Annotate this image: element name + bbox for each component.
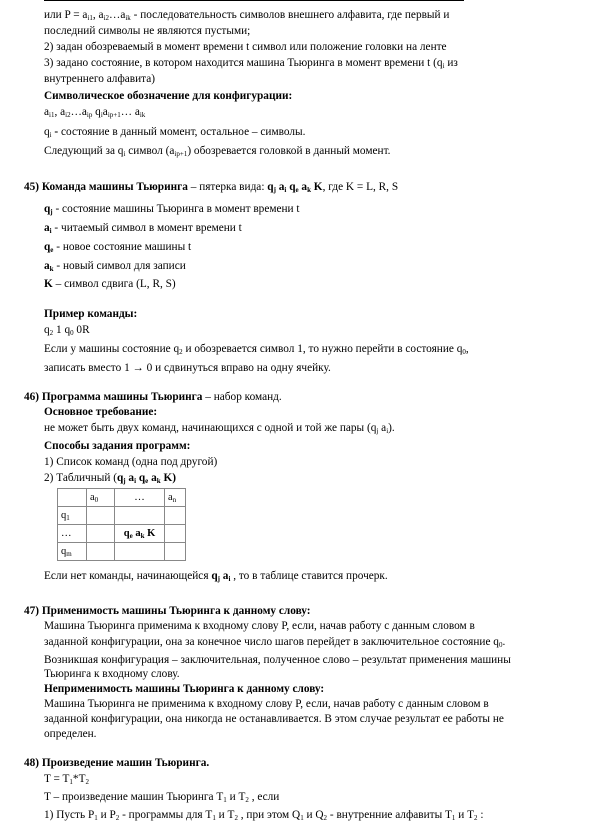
- config-state-line: $q_i$ - состояние в данный момент, остальное – символы.: [44, 126, 306, 139]
- s47-heading: 47) Применимость машины Тьюринга к данному слову:: [24, 605, 311, 617]
- s48-formula: $T = T_1*T_2$: [44, 773, 89, 786]
- s45-item-k: K – символ сдвига (L, R, S): [44, 278, 176, 290]
- table-row: [58, 489, 186, 507]
- table-cell: [87, 543, 115, 561]
- s45-example-command: $q_2$ 1 $q_0$ 0R: [44, 324, 90, 337]
- table-header-ellipsis: …: [115, 489, 165, 507]
- s48-condition-1: 1) Пусть $P_1$ и $P_2$ - программы для $T_1$ и $T_2$ , при этом $Q_1$ и $Q_2$ - внутренние алфавиты $T_1$ и $T_2$ :: [44, 809, 484, 822]
- s45-example-expl-2: записать вместо 1 → 0 и сдвинуться вправо на одну ячейку.: [44, 362, 331, 374]
- s47-para-3: Возникшая конфигурация – заключительная, полученное слово – результат применения машины: [44, 654, 511, 666]
- s47-neg-2: заданной конфигурации, она никогда не останавливается. В этом случае результат ее работы не: [44, 713, 504, 725]
- config-next-line: Следующий за $q_i$ символ $(a_{ip+1})$ обозревается головкой в данный момент.: [44, 145, 391, 158]
- s45-heading: 45) Команда машины Тьюринга – пятерка вида: $q_j$ $a_i$ $q_e$ $a_k$ K, где K = L, R, S: [24, 181, 399, 194]
- s47-para-4: Тьюринга к входному слову.: [44, 668, 180, 680]
- s47-para-1: Машина Тьюринга применима к входному слову P, если, начав работу с данным словом в: [44, 620, 475, 632]
- s45-item-ak: $a_k$ - новый символ для записи: [44, 260, 186, 273]
- intro-line-1: или $P = a_{i1}$, $a_{i2}\dots a_{ik}$ - последовательность символов внешнего алфавита, где первый и: [44, 9, 450, 22]
- s45-item-qj: $q_j$ - состояние машины Тьюринга в момент времени t: [44, 203, 300, 216]
- table-row-header-qm: $q_m$: [58, 543, 87, 561]
- s48-heading: 48) Произведение машин Тьюринга.: [24, 757, 210, 769]
- table-row: [58, 525, 186, 543]
- s47-neg-3: определен.: [44, 728, 97, 740]
- table-header-a0: $a_0$: [87, 489, 115, 507]
- s46-ways-heading: Способы задания программ:: [44, 440, 191, 452]
- s46-req-text: не может быть двух команд, начинающихся с одной и той же пары ($q_j$ $a_i$).: [44, 422, 395, 435]
- s45-example-expl-1: Если у машины состояние $q_2$ и обозревается символ 1, то нужно перейти в состояние $q_0$,: [44, 343, 469, 356]
- table-cell: [87, 507, 115, 525]
- table-header-an: $a_n$: [165, 489, 186, 507]
- table-row: [58, 543, 186, 561]
- s45-item-ai: $a_i$ - читаемый символ в момент времени t: [44, 222, 242, 235]
- s45-example-heading: Пример команды:: [44, 308, 138, 320]
- s46-note: Если нет команды, начинающейся $q_j$ $a_i$ , то в таблице ставится прочерк.: [44, 570, 388, 583]
- table-cell: [87, 525, 115, 543]
- intro-line-5: внутреннего алфавита): [44, 73, 156, 85]
- s46-way-2: 2) Табличный ($q_j$ $a_i$ $q_e$ $a_k$ K): [44, 472, 177, 485]
- s45-item-qe: $q_e$ - новое состояние машины t: [44, 241, 192, 254]
- table-cell: [165, 507, 186, 525]
- table-cell: [165, 525, 186, 543]
- config-heading: Символическое обозначение для конфигурации:: [44, 90, 293, 102]
- table-cell: [115, 507, 165, 525]
- table-cell-command: $q_e$ $a_k$ K: [115, 525, 165, 543]
- table-row-header-q1: $q_1$: [58, 507, 87, 525]
- s46-way-1: 1) Список команд (одна под другой): [44, 456, 218, 468]
- program-table: [57, 488, 186, 561]
- config-formula: $a_{i1}$, $a_{i2}\dots a_{ip}$ $q_ia_{ip+1}\dots$ $a_{ik}$: [44, 106, 146, 119]
- intro-line-3: 2) задан обозреваемый в момент времени t символ или положение головки на ленте: [44, 41, 447, 53]
- intro-line-2: последний символы не являются пустыми;: [44, 25, 251, 37]
- table-row: [58, 507, 186, 525]
- s47-para-2: заданной конфигурации, она за конечное число шагов перейдет в заключительное состояние $q_0$.: [44, 636, 506, 649]
- s46-heading: 46) Программа машины Тьюринга – набор команд.: [24, 391, 282, 403]
- s47-neg-1: Машина Тьюринга не применима к входному слову P, если, начав работу с данным словом в: [44, 698, 489, 710]
- s48-definition: T – произведение машин Тьюринга $T_1$ и $T_2$ , если: [44, 791, 280, 804]
- intro-line-4: 3) задано состояние, в котором находится машина Тьюринга в момент времени t ($q_i$ из: [44, 57, 458, 70]
- table-cell: [58, 489, 87, 507]
- top-rule: [44, 0, 464, 1]
- s47-neg-heading: Неприменимость машины Тьюринга к данному слову:: [44, 683, 325, 695]
- s46-req-heading: Основное требование:: [44, 406, 158, 418]
- table-cell: [165, 543, 186, 561]
- table-cell: [115, 543, 165, 561]
- table-row-header-ellipsis: …: [58, 525, 87, 543]
